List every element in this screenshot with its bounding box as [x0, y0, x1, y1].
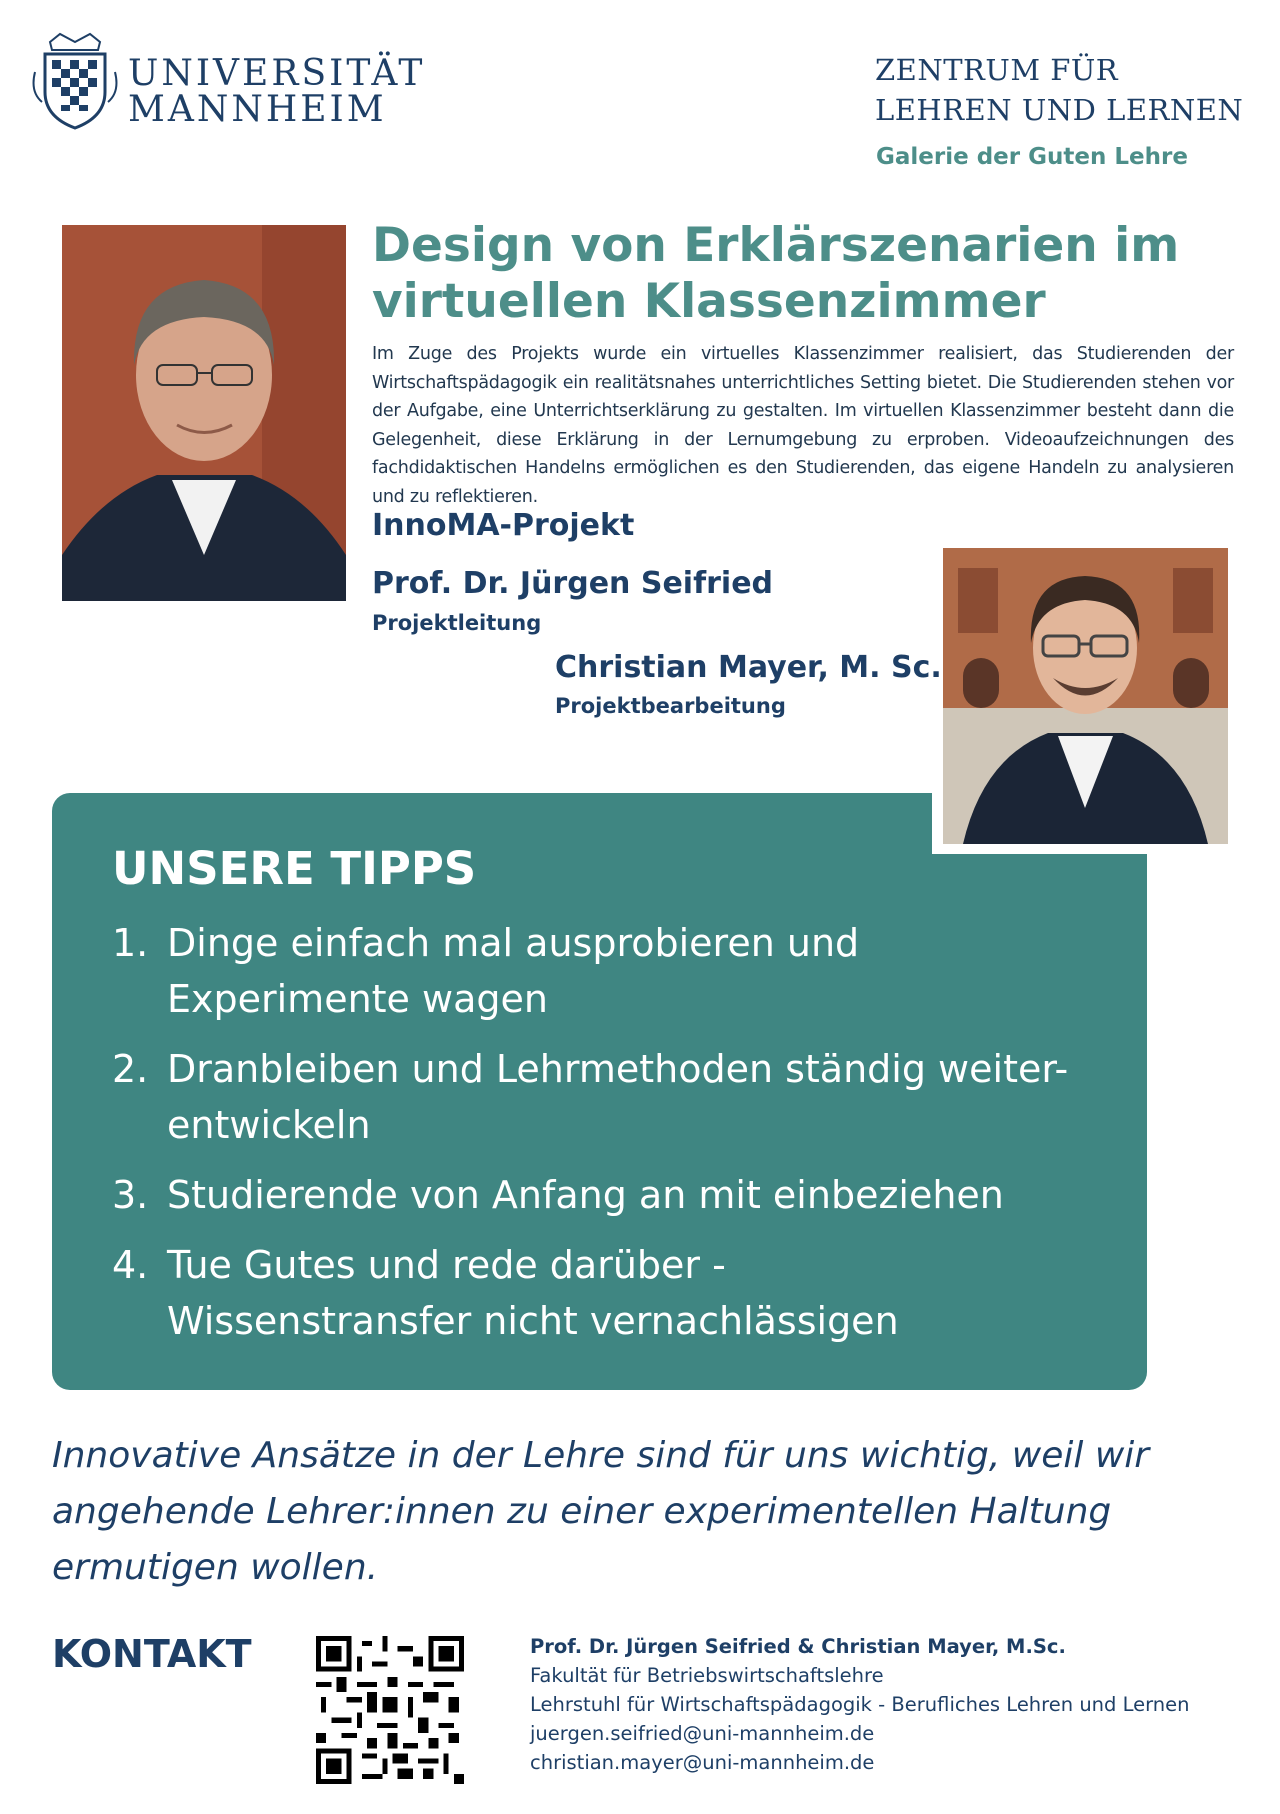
contact-names: Prof. Dr. Jürgen Seifried & Christian Mayer, M.Sc.	[530, 1635, 1066, 1658]
tip-number: 2.	[112, 1047, 149, 1091]
tip-number: 1.	[112, 921, 149, 965]
center-name	[875, 50, 1243, 130]
contact-chair: Lehrstuhl für Wirtschaftspädagogik - Berufliches Lehren und Lernen	[530, 1693, 1190, 1716]
gallery-label: Galerie der Guten Lehre	[876, 144, 1188, 170]
article-description: Im Zuge des Projekts wurde ein virtuelles Klassenzimmer realisiert, das Studierenden der Wirtschaftspädagogik ein realitätsnahes unterrichtliches Setting bietet. Die Studierenden stehen vor der Aufgabe, eine Unterrichtserklärung zu gestalten. Im virtuellen Klassenzimmer besteht dann die Gelegenheit, diese Erklärung in der Lernumgebung zu erproben. Videoaufzeichnungen des fachdidaktischen Handelns ermöglichen es den Studierenden, das eigene Handeln zu analysieren und zu reflektieren.	[372, 344, 1234, 507]
university-crest-icon	[30, 32, 120, 132]
tip-item	[112, 915, 1112, 1027]
university-line1: UNIVERSITÄT	[128, 53, 426, 94]
portrait-photo-mayer	[943, 548, 1228, 844]
contact-details	[530, 1632, 1190, 1777]
tip-number: 4.	[112, 1243, 149, 1287]
tip-text: Dranbleiben und Lehrmethoden ständig weiter-entwickeln	[167, 1047, 1069, 1147]
article-title: Design von Erklärszenarien im virtuellen Klassenzimmer	[372, 218, 1180, 329]
center-line1: ZENTRUM FÜR	[875, 53, 1119, 87]
tip-text: Tue Gutes und rede darüber - Wissenstransfer nicht vernachlässigen	[167, 1243, 899, 1343]
tip-text: Studierende von Anfang an mit einbeziehen	[167, 1173, 1004, 1217]
quote-text: Innovative Ansätze in der Lehre sind für uns wichtig, weil wir angehende Lehrer:innen zu einer experimentellen Haltung ermutigen wollen.	[52, 1435, 1150, 1588]
contact-email-1[interactable]: juergen.seifried@uni-mannheim.de	[530, 1722, 875, 1745]
tip-item	[112, 1041, 1112, 1153]
tips-list	[112, 915, 1112, 1363]
university-line2: MANNHEIM	[128, 89, 387, 130]
person1-name: Prof. Dr. Jürgen Seifried	[372, 566, 774, 601]
tip-number: 3.	[112, 1173, 149, 1217]
person2-role: Projektbearbeitung	[555, 694, 786, 718]
person2-name: Christian Mayer, M. Sc.	[555, 650, 942, 685]
qr-code-icon	[316, 1636, 464, 1784]
center-line2: LEHREN UND LERNEN	[875, 93, 1244, 127]
person1-role: Projektleitung	[372, 611, 542, 635]
tip-item	[112, 1167, 1112, 1223]
portrait-photo-seifried	[62, 225, 346, 601]
university-name	[128, 53, 426, 130]
project-name: InnoMA-Projekt	[372, 508, 635, 543]
contact-heading: KONTAKT	[52, 1632, 252, 1676]
contact-faculty: Fakultät für Betriebswirtschaftslehre	[530, 1664, 884, 1687]
tip-item	[112, 1237, 1112, 1349]
tips-heading: UNSERE TIPPS	[112, 842, 477, 895]
contact-email-2[interactable]: christian.mayer@uni-mannheim.de	[530, 1751, 875, 1774]
tip-text: Dinge einfach mal ausprobieren und Experimente wagen	[167, 921, 860, 1021]
